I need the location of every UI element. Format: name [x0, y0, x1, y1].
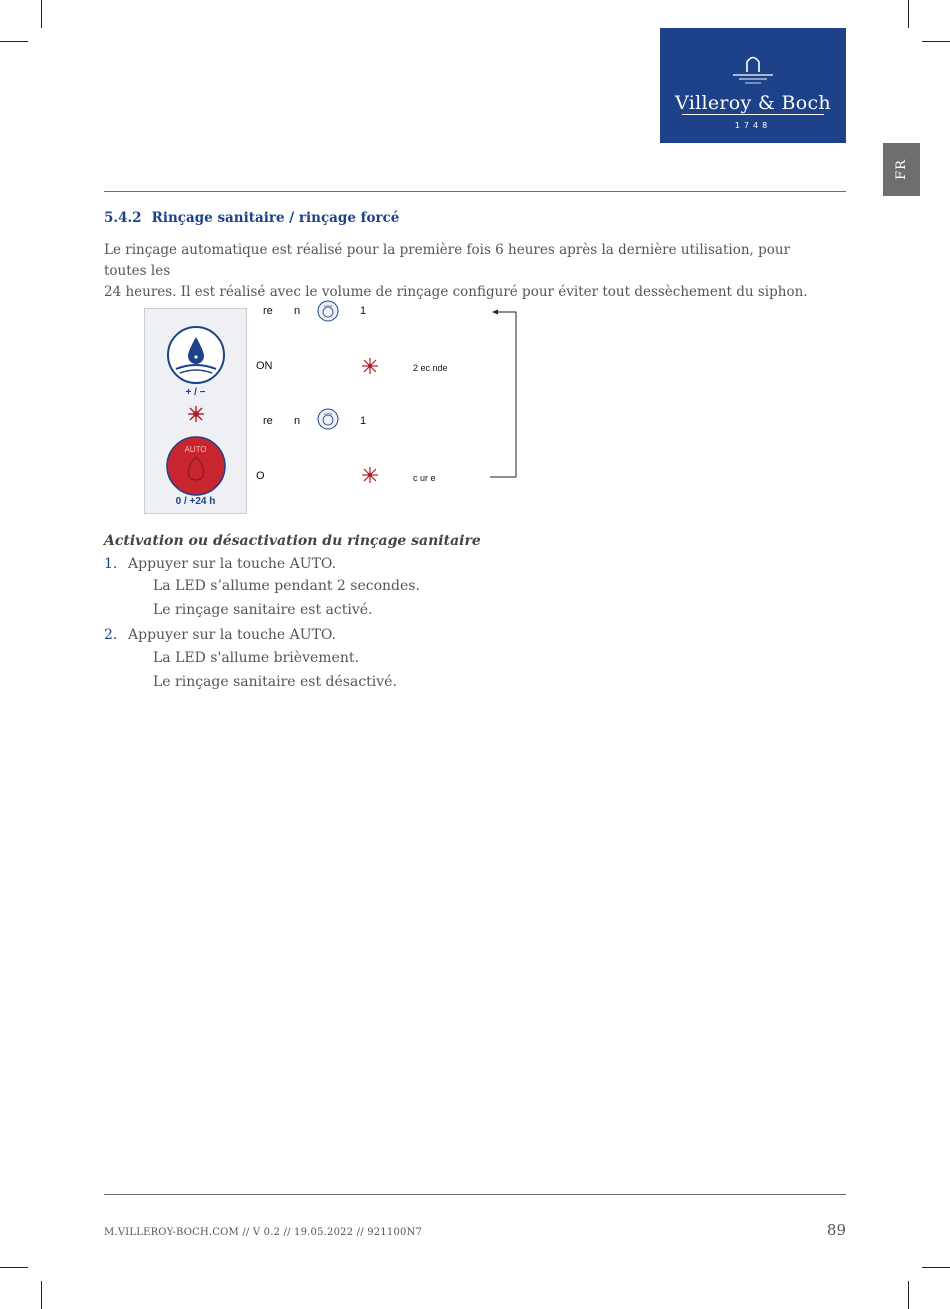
footer-url: M.VILLEROY-BOCH.COM // V 0.2 // 19.05.2022 // 921100N7: [104, 1227, 423, 1238]
brand-year: 1748: [734, 121, 772, 130]
section-heading: [104, 210, 399, 226]
section-title: Rinçage sanitaire / rinçage forcé: [151, 210, 400, 226]
mini-auto-label: AUTO: [323, 412, 333, 416]
flow-row-3-label-a: re: [263, 415, 273, 427]
header-rule: [104, 191, 846, 192]
section-number: 5.4.2: [104, 210, 142, 226]
footer-rule: [104, 1194, 846, 1195]
flow-row-3-label-c: 1: [360, 415, 367, 427]
mini-auto-button-icon: [317, 300, 339, 322]
crop-mark: [908, 1281, 909, 1309]
led-flash-icon: [361, 466, 379, 484]
flow-row-4-label-d: c ur e: [413, 473, 436, 483]
loop-bracket-arrow: [488, 305, 528, 480]
brand-logo: [660, 28, 846, 143]
control-panel: [144, 308, 247, 514]
step-number: 2.: [104, 627, 118, 643]
brand-name: Villeroy & Boch: [675, 92, 831, 114]
timer-label: 0 / +24 h: [175, 496, 216, 507]
flow-row-1-label-a: re: [263, 305, 273, 317]
step-text: Appuyer sur la touche AUTO.: [128, 556, 337, 572]
brand-underline: [682, 114, 824, 115]
crop-mark: [0, 1267, 28, 1268]
mini-auto-button-icon: [317, 408, 339, 430]
flow-row-2-label-d: 2 ec nde: [413, 363, 448, 373]
step-result: La LED s’allume pendant 2 secondes.: [153, 578, 420, 594]
led-flash-icon: [361, 357, 379, 375]
water-drop-button-icon: [166, 325, 226, 385]
plus-minus-label: + / −: [185, 387, 206, 398]
crop-mark: [0, 41, 28, 42]
crop-mark: [922, 41, 950, 42]
crop-mark: [922, 1267, 950, 1268]
flow-row-2-label-a: ON: [256, 360, 273, 372]
flow-row-3-label-b: n: [294, 415, 301, 427]
step-number: 1.: [104, 556, 118, 572]
intro-paragraph: [104, 240, 824, 303]
step-result: La LED s'allume brièvement.: [153, 650, 359, 666]
logo-emblem-icon: [660, 28, 846, 88]
step-result: Le rinçage sanitaire est activé.: [153, 602, 373, 618]
intro-line: 24 heures. Il est réalisé avec le volume de rinçage configuré pour éviter tout dessèchement du siphon.: [104, 284, 808, 300]
crop-mark: [908, 0, 909, 28]
step-result: Le rinçage sanitaire est désactivé.: [153, 674, 397, 690]
step-text: Appuyer sur la touche AUTO.: [128, 627, 337, 643]
flow-row-1-label-c: 1: [360, 305, 367, 317]
led-indicator-icon: [187, 405, 205, 423]
flow-row-1-label-b: n: [294, 305, 301, 317]
mini-auto-label: AUTO: [323, 304, 333, 308]
crop-mark: [41, 0, 42, 28]
flow-row-4-label-a: O: [256, 470, 265, 482]
crop-mark: [41, 1281, 42, 1309]
activation-subheading: Activation ou désactivation du rinçage sanitaire: [104, 533, 481, 549]
page-number: 89: [826, 1221, 846, 1239]
language-tab[interactable]: [883, 143, 920, 196]
language-tab-label: FR: [894, 159, 909, 180]
auto-button-label: AUTO: [184, 445, 207, 454]
intro-line: Le rinçage automatique est réalisé pour la première fois 6 heures après la dernière utilisation, pour toutes les: [104, 242, 791, 279]
